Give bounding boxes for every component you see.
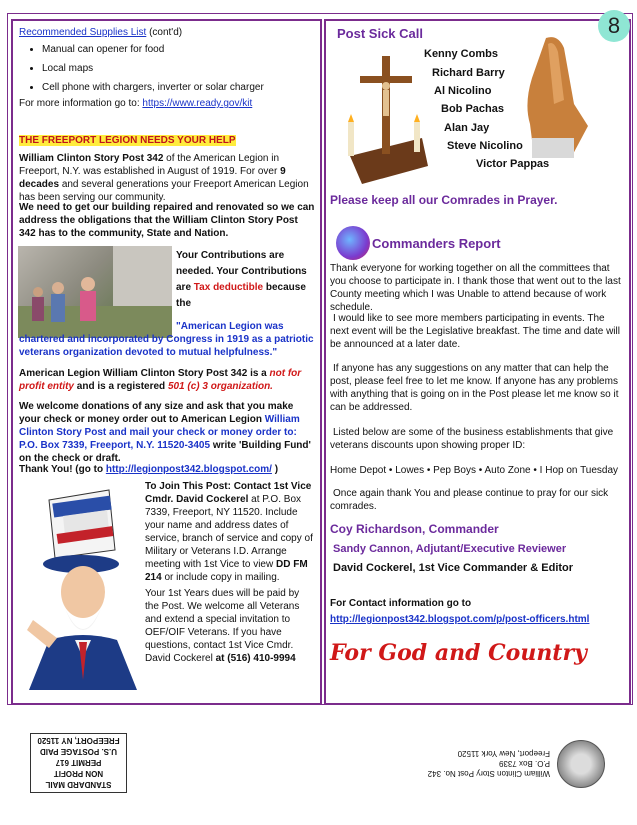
nonprofit-text: American Legion William Clinton Story Post 342 is a xyxy=(19,368,267,379)
tax-deductible: Tax deductible xyxy=(193,282,264,293)
report-paragraph-3: If anyone has any suggestions on any matter that can help the post, please feel free to let me know. If anyone has any problems with anything that is going on in the Post please let me know so it can be addressed. xyxy=(330,363,619,413)
join-title: To Join This Post: Contact 1st Vice Cmdr. David Cockerel xyxy=(145,481,312,505)
permit-line: NON PROFIT xyxy=(53,769,104,778)
congress-quote: "American Legion was chartered and incorporated by Congress in 1919 as a patriotic veterans organization devoted to mutual helpfulness." xyxy=(19,321,314,358)
join-text: at P.O. Box 7339, Freeport, NY 11520. Include your name and address dates of service, branch of service and copy of Military or Veterans I.D. Arrange meeting with 1st Vice to view xyxy=(145,494,313,570)
signature-commander: Coy Richardson, Commander xyxy=(330,522,499,536)
officers-link[interactable]: http://legionpost342.blogspot.com/p/post-officers.html xyxy=(330,614,590,625)
permit-line: U.S. POSTAGE PAID xyxy=(39,747,118,756)
donate-paragraph xyxy=(19,400,315,465)
mail-address: William Clinton Story Post and mail your check or money order to: P.O. Box 7339, Freeport, N.Y. 11520-3405 xyxy=(19,414,300,451)
sick-call-title: Post Sick Call xyxy=(337,26,423,41)
repair-paragraph: We need to get our building repaired and renovated so we can address the obligations that the William Clinton Story Post 342 has to the community, State and Nation. xyxy=(19,202,315,239)
list-item: Steve Nicolino xyxy=(447,140,523,152)
thanks-text: Thank You! (go to xyxy=(19,464,104,475)
discount-list: Home Depot • Lowes • Pep Boys • Auto Zone • I Hop on Tuesday xyxy=(330,465,619,476)
permit-line: FREEPORT, NY 11520 xyxy=(37,736,120,745)
building-fund: write 'Building Fund' on the check or draft. xyxy=(19,440,311,464)
list-item: Victor Pappas xyxy=(476,158,550,170)
list-item: • Manual can opener for food xyxy=(42,40,264,59)
thanks-end: ) xyxy=(274,464,279,475)
donate-text: We welcome donations of any size and ask that you make your check or money order out to American Legion xyxy=(19,401,294,425)
post-name: William Clinton Story Post 342 xyxy=(19,153,164,164)
supplies-link[interactable]: Recommended Supplies List xyxy=(19,27,147,38)
intro-text: of the American Legion in Freeport, N.Y. was established in August of 1919. For over xyxy=(19,153,280,177)
list-item: • Cell phone with chargers, inverter or solar charger xyxy=(42,78,264,97)
return-address xyxy=(420,748,550,778)
motto: For God and Country xyxy=(330,640,587,666)
list-item: Kenny Combs xyxy=(424,48,498,60)
return-address-line: Freeport, New York 11520 xyxy=(457,749,550,758)
contact-label: For Contact information go to xyxy=(330,598,472,609)
dues-text: Your 1st Years dues will be paid by the Post. We welcome all Veterans and extend a special invitation to OEF/OIF Veterans. If you have questions, contact 1st Vice Cmdr. David Cockerel xyxy=(145,588,300,664)
return-address-line: William Clinton Story Post No. 342 xyxy=(427,769,550,778)
help-heading xyxy=(19,134,236,147)
praying-hands-icon xyxy=(514,34,598,158)
supplies-list xyxy=(20,40,264,97)
commanders-report-icon xyxy=(336,226,370,260)
contrib-text xyxy=(176,248,311,312)
list-item: Richard Barry xyxy=(432,67,505,79)
postage-permit-box xyxy=(30,733,127,793)
help-heading-text: THE FREEPORT LEGION NEEDS YOUR HELP xyxy=(19,135,236,146)
contrib-text-2: because the xyxy=(176,282,306,309)
page-number-badge: 8 xyxy=(598,10,630,42)
more-info xyxy=(19,97,252,110)
ready-gov-link[interactable]: https://www.ready.gov/kit xyxy=(142,98,253,109)
supplies-heading xyxy=(19,26,182,39)
report-paragraph-2: I would like to see more members participating in events. The next event will be the Legislative breakfast. The time and date will be announced at a later date. xyxy=(330,313,620,350)
list-item: Alan Jay xyxy=(444,122,490,134)
dues-paragraph xyxy=(145,587,315,665)
intro-text-2: and several generations your Freeport American Legion has been serving our community. xyxy=(19,179,309,203)
join-paragraph xyxy=(145,480,315,584)
contrib-text-1: Your Contributions are needed. Your Contributions are xyxy=(176,250,307,293)
permit-line: PERMIT 617 xyxy=(55,758,102,767)
not-for-profit: not for profit entity xyxy=(19,368,302,392)
phone-number: at (516) 410-9994 xyxy=(215,653,296,664)
report-title: Commanders Report xyxy=(372,236,501,251)
permit-text xyxy=(31,735,126,792)
list-item: Al Nicolino xyxy=(434,85,492,97)
crucifix-image xyxy=(342,46,432,186)
legion-emblem-icon xyxy=(557,740,605,788)
decades: 9 decades xyxy=(19,166,286,190)
join-text-2: or include copy in mailing. xyxy=(164,572,280,583)
blog-link[interactable]: http://legionpost342.blogspot.com/ xyxy=(105,464,272,475)
list-item: • Local maps xyxy=(42,59,264,78)
list-item: Bob Pachas xyxy=(441,103,504,115)
uncle-sam-image xyxy=(19,480,139,690)
more-info-label: For more information go to: xyxy=(19,98,140,109)
permit-line: STANDARD MAIL xyxy=(45,780,112,789)
dd214: DD FM 214 xyxy=(145,559,308,583)
registered-text: and is a registered xyxy=(76,381,166,392)
supplies-contd: (cont'd) xyxy=(149,27,183,38)
return-address-line: P.O. Box 7339 xyxy=(499,759,550,768)
uncle-sam-illustration xyxy=(19,480,139,690)
prayer-line: Please keep all our Comrades in Prayer. xyxy=(330,193,558,207)
crucifix-icon xyxy=(342,46,432,186)
signature-vice: David Cockerel, 1st Vice Commander & Editor xyxy=(333,562,574,574)
intro-paragraph xyxy=(19,152,315,204)
501c3: 501 (c) 3 organization. xyxy=(167,381,273,392)
signature-adjutant: Sandy Cannon, Adjutant/Executive Reviewer xyxy=(333,543,567,555)
report-paragraph-4: Listed below are some of the business establishments that give veterans discounts upon showing proper ID: xyxy=(330,427,614,451)
thanks-line xyxy=(19,463,278,476)
report-paragraph-6: Once again thank You and please continue to pray for our sick comrades. xyxy=(330,488,609,512)
nonprofit-line xyxy=(19,367,315,393)
report-paragraph-1: Thank everyone for working together on all the committees that you choose to participate in. I thank those that went out to the last County meeting which I was Unable to attend because of work schedule. xyxy=(330,263,621,313)
praying-hands-image xyxy=(514,34,598,158)
